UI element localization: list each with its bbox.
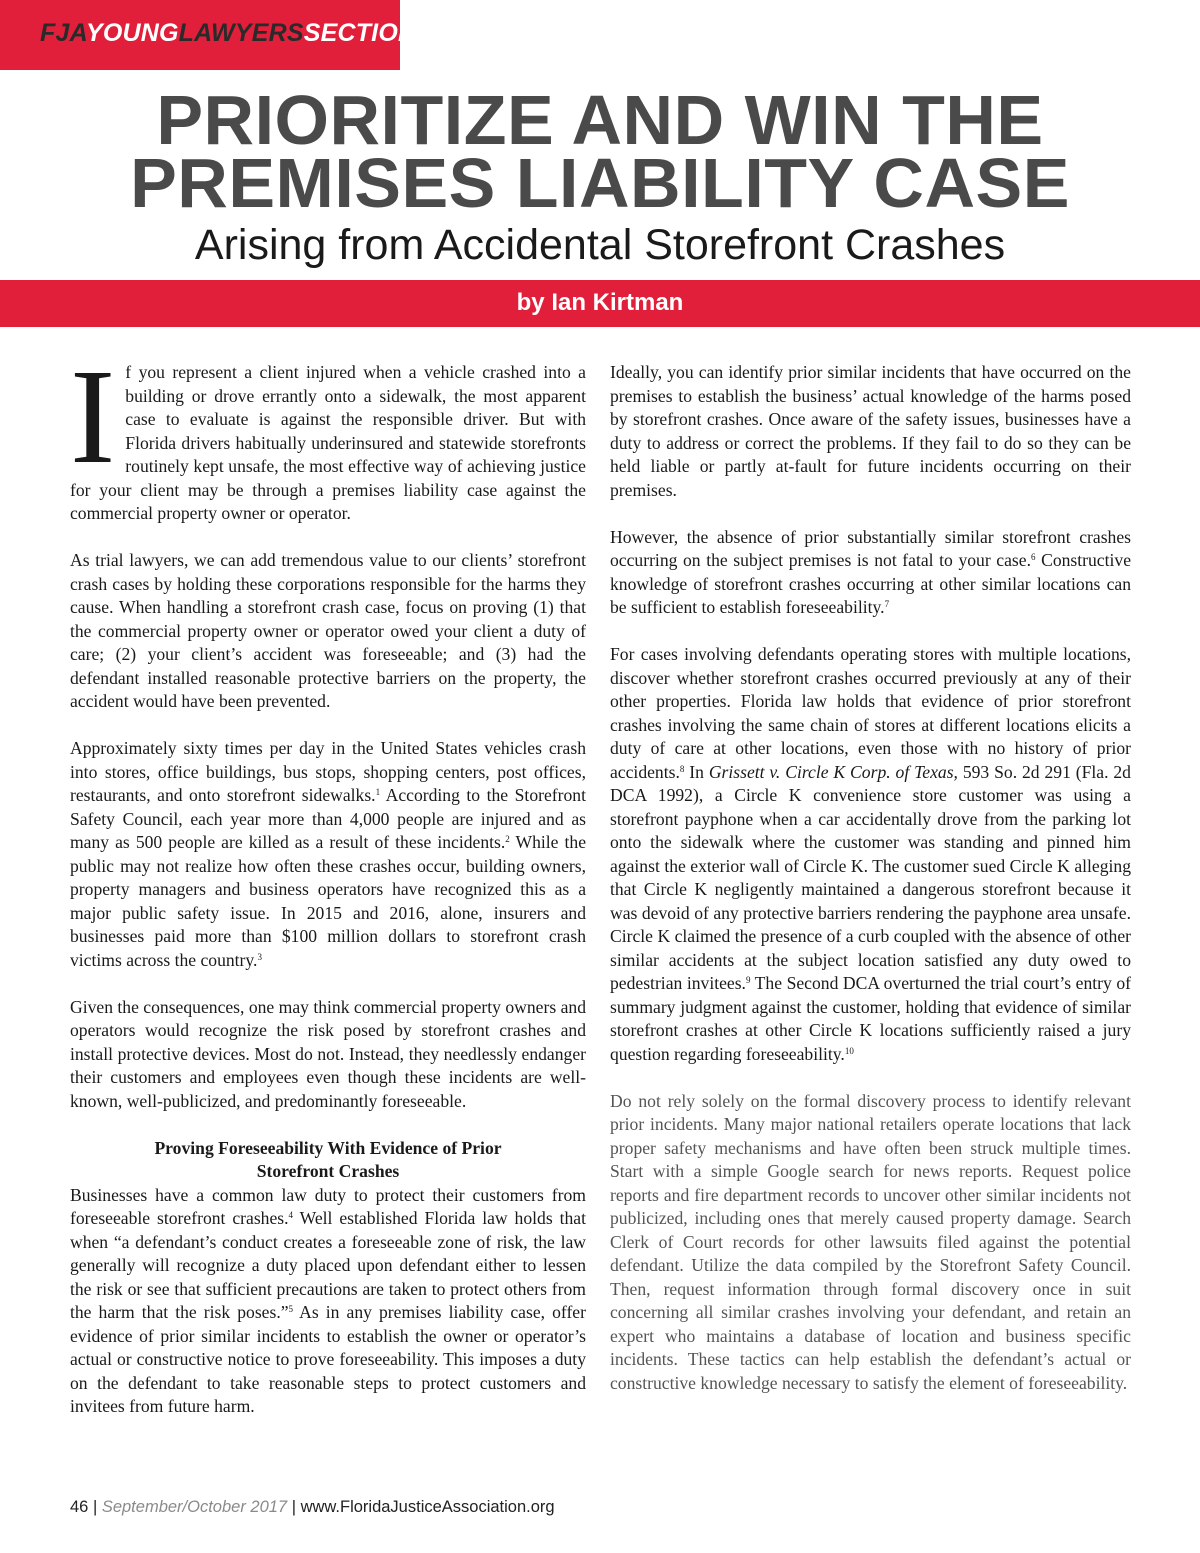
footnote-ref-1: 1: [375, 787, 381, 797]
article-subtitle: Arising from Accidental Storefront Crashes: [194, 221, 1006, 269]
footnote-ref-10: 10: [844, 1045, 854, 1056]
section-tab-young: YOUNG: [85, 18, 179, 47]
drop-cap: I: [70, 342, 116, 492]
section-tab-lawyers: LAWYERS: [178, 18, 304, 47]
footer-separator: |: [88, 1498, 102, 1516]
website-url: www.FloridaJusticeAssociation.org: [300, 1498, 555, 1516]
paragraph-1-text: f you represent a client injured when a vehicle crashed into a building or drove errantly onto a sidewalk, the most apparent case to evaluate is against the responsible driver. But with Florida drivers habitually underinsured and statewide storefronts routinely kept unsafe, the most effective way of achieving justice for your client may be through a premises liability case against the commercial property owner or operator.: [70, 362, 586, 523]
paragraph-5-text-a: Businesses have a common law duty to protect their customers from foreseeable storefront crashes.: [70, 1184, 586, 1228]
paragraph-7: [610, 526, 1131, 620]
paragraph-5-text-c: As in any premises liability case, offer evidence of prior similar incidents to establish the owner or operator’s actual or constructive notice to prove foreseeability. This imposes a duty on the defendant to take reasonable steps to protect customers and invitees from future harm.: [70, 1302, 586, 1416]
section-tab-label: [40, 19, 416, 48]
section-tab-section: SECTION: [303, 18, 417, 47]
paragraph-8: [610, 643, 1131, 1066]
footnote-ref-4: 4: [288, 1210, 294, 1220]
byline-bar: [0, 280, 1200, 327]
section-heading-line-2: Storefront Crashes: [256, 1161, 400, 1181]
paragraph-7-text-b: Constructive knowledge of storefront crashes occurring at other similar locations can be sufficient to establish foreseeability.: [610, 550, 1131, 617]
section-heading-line-1: Proving Foreseeability With Evidence of Prior: [154, 1137, 502, 1158]
section-heading: [70, 1137, 586, 1184]
article-title-line-1: PRIORITIZE AND WIN THE: [156, 81, 1044, 159]
paragraph-7-text-a: However, the absence of prior substantially similar storefront crashes occurring on the subject premises is not fatal to your case.: [610, 526, 1131, 570]
paragraph-6: Ideally, you can identify prior similar incidents that have occurred on the premises to establish the business’ actual knowledge of the harms posed by storefront crashes. Once aware of the safety issues, businesses have a duty to address or correct the problems. If they fail to do so they can be held liable or partly at-fault for future incidents occurring on their premises.: [610, 362, 1131, 500]
footnote-ref-9: 9: [745, 975, 751, 985]
page-number: 46: [70, 1498, 89, 1516]
footnote-ref-8: 8: [679, 763, 685, 774]
paragraph-8-text-a: For cases involving defendants operating stores with multiple locations, discover whether storefront crashes occurred previously at any of their other properties. Florida law holds that evidence of prior storefront crashes involving the same chain of stores at different locations elicits a duty of care at other locations, even those with no history of prior accidents.: [610, 644, 1131, 782]
paragraph-3-text-b: According to the Storefront Safety Council, each year more than 4,000 people are injured and as many as 500 people are killed as a result of these incidents.: [70, 785, 586, 852]
paragraph-3-text-a: Approximately sixty times per day in the United States vehicles crash into stores, office buildings, bus stops, shopping centers, post offices, restaurants, and onto storefront sidewalks.: [70, 738, 586, 805]
paragraph-5-text-b: Well established Florida law holds that when “a defendant’s conduct creates a foreseeable zone of risk, the law generally will recognize a duty placed upon defendant either to lessen the risk or see that sufficient precautions are taken to protect others from the harm that the risk poses.”: [70, 1208, 586, 1322]
paragraph-3: [70, 737, 586, 972]
article-title-line-2: PREMISES LIABILITY CASE: [130, 144, 1070, 222]
issue-date: September/October 2017: [101, 1498, 288, 1516]
byline: by Ian Kirtman: [516, 289, 684, 316]
paragraph-1: [70, 342, 586, 526]
paragraph-2: As trial lawyers, we can add tremendous value to our clients’ storefront crash cases by holding these corporations responsible for the harms they cause. When handling a storefront crash case, focus on proving (1) that the commercial property owner or operator owed your client a duty of care; (2) your client’s accident was foreseeable; and (3) had the defendant installed reasonable protective barriers on the property, the accident would have been prevented.: [70, 550, 586, 711]
paragraph-9: Do not rely solely on the formal discovery process to identify relevant prior incidents. Many major national retailers operate locations that lack proper safety mechanisms and have often been struck multiple times. Start with a simple Google search for news reports. Request police reports and fire department records to uncover other similar incidents not publicized, including ones that merely caused property damage. Search Clerk of Court records for other lawsuits filed against the potential defendant. Utilize the data compiled by the Storefront Safety Council. Then, request information through formal discovery once in suit concerning all similar crashes involving your defendant, and retain an expert who maintains a database of location and business specific incidents. These tactics can help establish the defendant’s actual or constructive knowledge necessary to satisfy the element of foreseeability.: [610, 1090, 1131, 1393]
footnote-ref-6: 6: [1030, 552, 1036, 562]
paragraph-4: Given the consequences, one may think commercial property owners and operators would recognize the risk posed by storefront crashes and install protective devices. Most do not. Instead, they needlessly endanger their customers and employees even though these incidents are well-known, well-publicized, and predominantly foreseeable.: [70, 996, 586, 1111]
case-citation: Grissett v. Circle K Corp. of Texas,: [708, 761, 958, 782]
page-footer: [70, 1498, 555, 1517]
paragraph-5: [70, 1184, 586, 1419]
footnote-ref-3: 3: [257, 951, 262, 962]
paragraph-8-text-b: In: [684, 761, 709, 782]
paragraph-8-text-d: The Second DCA overturned the trial court’s entry of summary judgment against the customer, holding that evidence of similar storefront crashes at other Circle K locations sufficiently raised a jury question regarding foreseeability.: [610, 973, 1131, 1064]
section-tab-fja: FJA: [40, 18, 86, 47]
footnote-ref-2: 2: [505, 834, 510, 844]
paragraph-3-text-c: While the public may not realize how often these crashes occur, building owners, property managers and business operators have recognized this as a major public safety issue. In 2015 and 2016, alone, insurers and businesses paid more than $100 million dollars to storefront crash victims across the country.: [70, 832, 587, 970]
left-column: [70, 342, 587, 1419]
paragraph-8-text-c: 593 So. 2d 291 (Fla. 2d DCA 1992), a Circle K convenience store customer was using a storefront payphone when a car accidentally drove from the parking lot onto the sidewalk where the customer was standing and pinned him against the exterior wall of Circle K. The customer sued Circle K alleging that Circle K negligently maintained a dangerous storefront because it was devoid of any protective barriers rendering the payphone area unsafe. Circle K claimed the presence of a curb coupled with the absence of other similar accidents at the subject location satisfied any duty owed to pedestrian invitees.: [610, 761, 1131, 993]
right-column: [610, 361, 1131, 1395]
section-tab: [0, 0, 417, 70]
footer-separator: |: [287, 1498, 301, 1516]
footnote-ref-7: 7: [884, 599, 890, 609]
footnote-ref-5: 5: [288, 1304, 294, 1314]
